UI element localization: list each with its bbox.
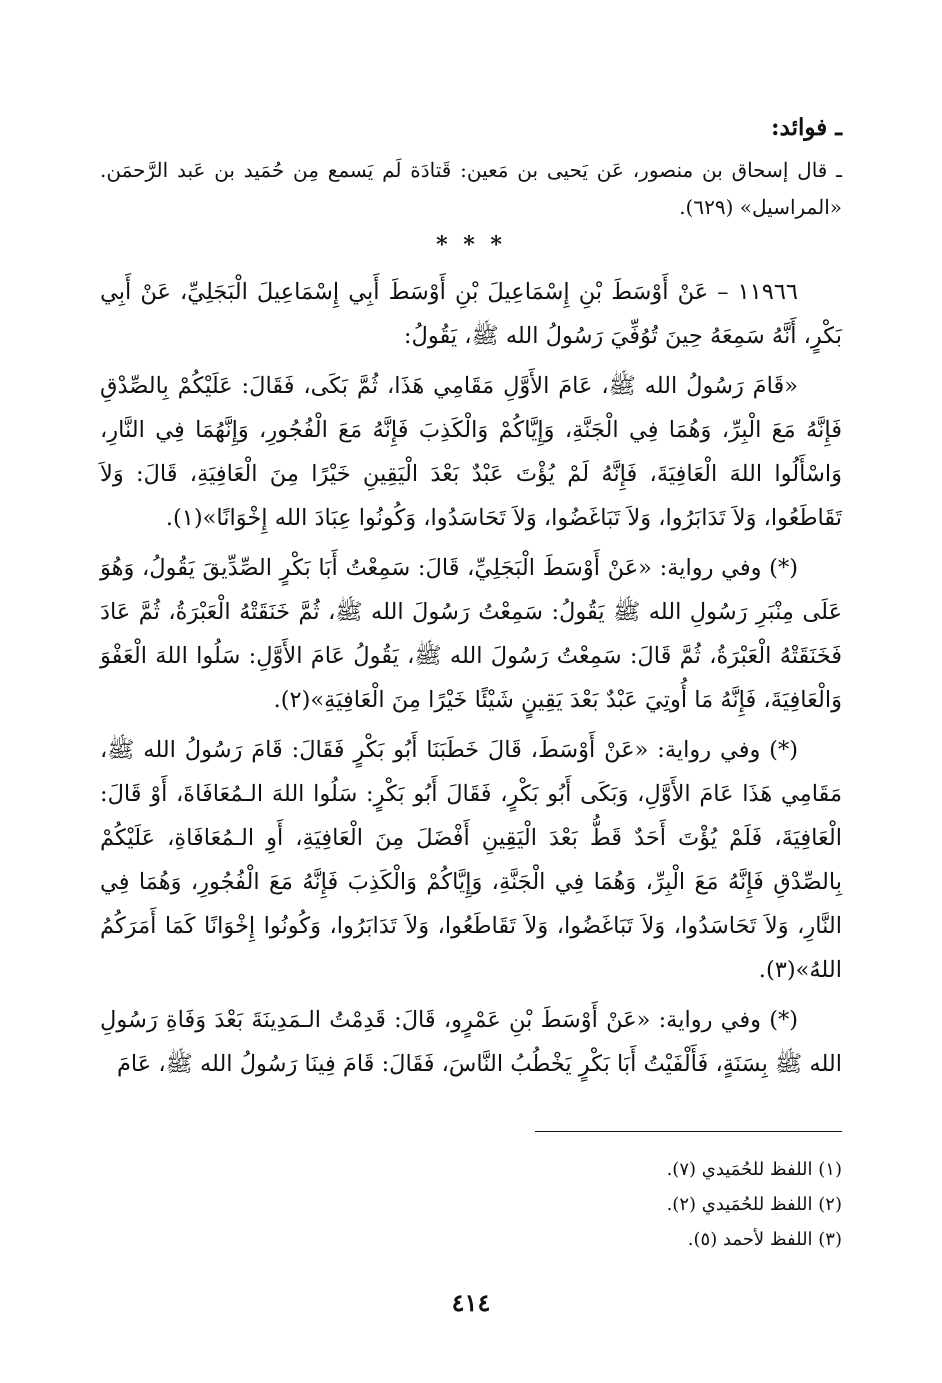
hadith-isnad: – عَنْ أَوْسَطَ بْنِ إِسْمَاعِيلَ بْنِ أَوْسَطَ أَبِي إِسْمَاعِيلَ الْبَجَلِيِّ، عَنْ أَبِي بَكْرٍ، أَنَّهُ سَمِعَهُ حِينَ تُوُفِّيَ رَسُولُ الله ﷺ، يَقُولُ: [100, 279, 842, 349]
benefit-note: ـ قال إسحاق بن منصور، عَن يَحيى بن مَعين: قَتادَة لَم يَسمع مِن حُمَيد بن عَبد الرَّحمَن. «المراسيل» (٦٢٩). [100, 158, 842, 219]
footnote-3: (٣) اللفظ لأحمد (٥). [687, 1229, 842, 1250]
footnote-divider [535, 1131, 842, 1132]
footnote-1: (١) اللفظ للحُمَيدي (٧). [666, 1159, 842, 1180]
footnotes [100, 1152, 842, 1257]
hadith-number: ١١٩٦٦ [737, 279, 798, 305]
page-body [100, 110, 842, 1092]
riwaya-3: (*) وفي رواية: «عَنْ أَوْسَطَ بْنِ عَمْرٍو، قَالَ: قَدِمْتُ الـمَدِينَةَ بَعْدَ وَفَاةِ رَسُولِ الله ﷺ بِسَنَةٍ، فَأَلْفَيْتُ أَبَا بَكْرٍ يَخْطُبُ النَّاسَ، فَقَالَ: قَامَ فِينَا رَسُولُ الله ﷺ، عَامَ [100, 1007, 842, 1077]
footnote-2: (٢) اللفظ للحُمَيدي (٢). [666, 1194, 842, 1215]
hadith-matn: «قَامَ رَسُولُ الله ﷺ، عَامَ الأَوَّلِ مَقَامِي هَذَا، ثُمَّ بَكَى، فَقَالَ: عَلَيْكُمْ بِالصِّدْقِ فَإِنَّهُ مَعَ الْبِرِّ، وَهُمَا فِي الْجَنَّةِ، وَإِيَّاكُمْ وَالْكَذِبَ فَإِنَّهُ مَعَ الْفُجُورِ، وَإِنَّهُمَا فِي النَّارِ، وَاسْأَلُوا اللهَ الْعَافِيَةَ، فَإِنَّهُ لَمْ يُؤْتَ عَبْدٌ بَعْدَ الْيَقِينِ خَيْرًا مِنَ الْعَافِيَةِ، قَالَ: وَلاَ تَقَاطَعُوا، وَلاَ تَدَابَرُوا، وَلاَ تَبَاغَضُوا، وَلاَ تَحَاسَدُوا، وَكُونُوا عِبَادَ الله إِخْوَانًا»(١). [100, 373, 842, 531]
hadith-intro [100, 270, 842, 358]
riwaya-1: (*) وفي رواية: «عَنْ أَوْسَطَ الْبَجَلِيِّ، قَالَ: سَمِعْتُ أَبَا بَكْرٍ الصِّدِّيقَ يَقُولُ، وَهُوَ عَلَى مِنْبَرِ رَسُولِ الله ﷺ يَقُولُ: سَمِعْتُ رَسُولَ الله ﷺ، ثُمَّ خَنَقَتْهُ الْعَبْرَةُ، ثُمَّ عَادَ فَخَنَقَتْهُ الْعَبْرَةُ، ثُمَّ قَالَ: سَمِعْتُ رَسُولَ الله ﷺ، يَقُولُ عَامَ الأَوَّلِ: سَلُوا اللهَ الْعَفْوَ وَالْعَافِيَةَ، فَإِنَّهُ مَا أُوتِيَ عَبْدٌ بَعْدَ يَقِينٍ شَيْئًا خَيْرًا مِنَ الْعَافِيَةِ»(٢). [100, 555, 842, 713]
section-separator: * * * [436, 232, 506, 258]
riwaya-2: (*) وفي رواية: «عَنْ أَوْسَطَ، قَالَ خَطَبَنَا أَبُو بَكْرٍ فَقَالَ: قَامَ رَسُولُ الله ﷺ، مَقَامِي هَذَا عَامَ الأَوَّلِ، وَبَكَى أَبُو بَكْرٍ، فَقَالَ أَبُو بَكْرٍ: سَلُوا اللهَ الـمُعَافَاةَ، أَوْ قَالَ: الْعَافِيَةَ، فَلَمْ يُؤْتَ أَحَدٌ قَطُّ بَعْدَ الْيَقِينِ أَفْضَلَ مِنَ الْعَافِيَةِ، أَوِ الـمُعَافَاةِ، عَلَيْكُمْ بِالصِّدْقِ فَإِنَّهُ مَعَ الْبِرِّ، وَهُمَا فِي الْجَنَّةِ، وَإِيَّاكُمْ وَالْكَذِبَ فَإِنَّهُ مَعَ الْفُجُورِ، وَهُمَا فِي النَّارِ، وَلاَ تَحَاسَدُوا، وَلاَ تَبَاغَضُوا، وَلاَ تَقَاطَعُوا، وَلاَ تَدَابَرُوا، وَكُونُوا إِخْوَانًا كَمَا أَمَرَكُمُ اللهُ»(٣). [100, 737, 842, 983]
benefits-heading: ـ فوائد: [771, 114, 842, 141]
page-number: ٤١٤ [451, 1288, 491, 1317]
